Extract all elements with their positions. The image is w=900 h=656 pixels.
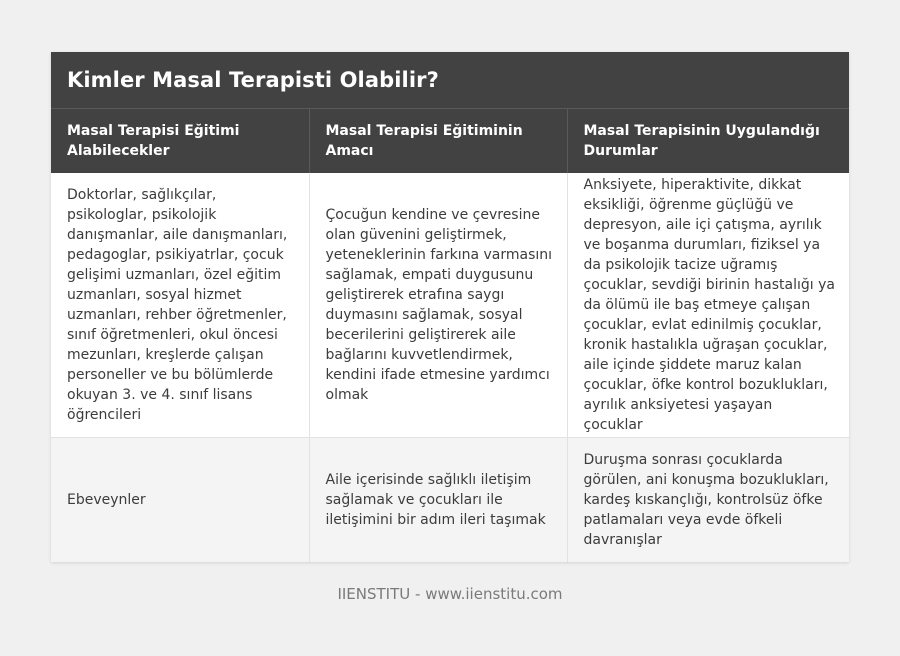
info-table (51, 109, 849, 562)
table-cell: Aile içerisinde sağlıklı iletişim sağlamak ve çocukları ile iletişimini bir adım ileri taşımak (309, 438, 567, 563)
title-bar (51, 52, 849, 109)
table-cell: Duruşma sonrası çocuklarda görülen, ani konuşma bozuklukları, kardeş kıskançlığı, kontrolsüz öfke patlamaları veya evde öfkeli davranışlar (567, 438, 849, 563)
table-cell: Ebeveynler (51, 438, 309, 563)
table-cell: Çocuğun kendine ve çevresine olan güvenini geliştirmek, yeteneklerinin farkına varmasını sağlamak, empati duygusunu geliştirerek etrafına saygı duymasını sağlamak, sosyal becerilerini geliştirerek aile bağlarını kuvvetlendirmek, kendini ifade etmesine yardımcı olmak (309, 173, 567, 438)
column-header-who: Masal Terapisi Eğitimi Alabilecekler (51, 109, 309, 173)
footer-credit: IIENSTITU - www.iienstitu.com (337, 585, 563, 603)
table-row (51, 173, 849, 438)
page-title: Kimler Masal Terapisti Olabilir? (67, 68, 439, 92)
column-header-cases: Masal Terapisinin Uygulandığı Durumlar (567, 109, 849, 173)
table-cell: Anksiyete, hiperaktivite, dikkat eksikliği, öğrenme güçlüğü ve depresyon, aile içi çatışma, ayrılık ve boşanma durumları, fiziksel ya da psikolojik tacize uğramış çocuklar, sevdiği birinin hastalığı ya da ölümü ile baş etmeye çalışan çocuklar, evlat edinilmiş çocuklar, kronik hastalıkla uğraşan çocuklar, aile içinde şiddete maruz kalan çocuklar, öfke kontrol bozuklukları, ayrılık anksiyetesi yaşayan çocuklar (567, 173, 849, 438)
column-header-purpose: Masal Terapisi Eğitiminin Amacı (309, 109, 567, 173)
table-row (51, 438, 849, 563)
info-card (51, 52, 849, 562)
table-header-row (51, 109, 849, 173)
table-cell: Doktorlar, sağlıkçılar, psikologlar, psikolojik danışmanlar, aile danışmanları, pedagoglar, psikiyatrlar, çocuk gelişimi uzmanları, özel eğitim uzmanları, sosyal hizmet uzmanları, rehber öğretmenler, sınıf öğretmenleri, okul öncesi mezunları, kreşlerde çalışan personeller ve bu bölümlerde okuyan 3. ve 4. sınıf lisans öğrencileri (51, 173, 309, 438)
